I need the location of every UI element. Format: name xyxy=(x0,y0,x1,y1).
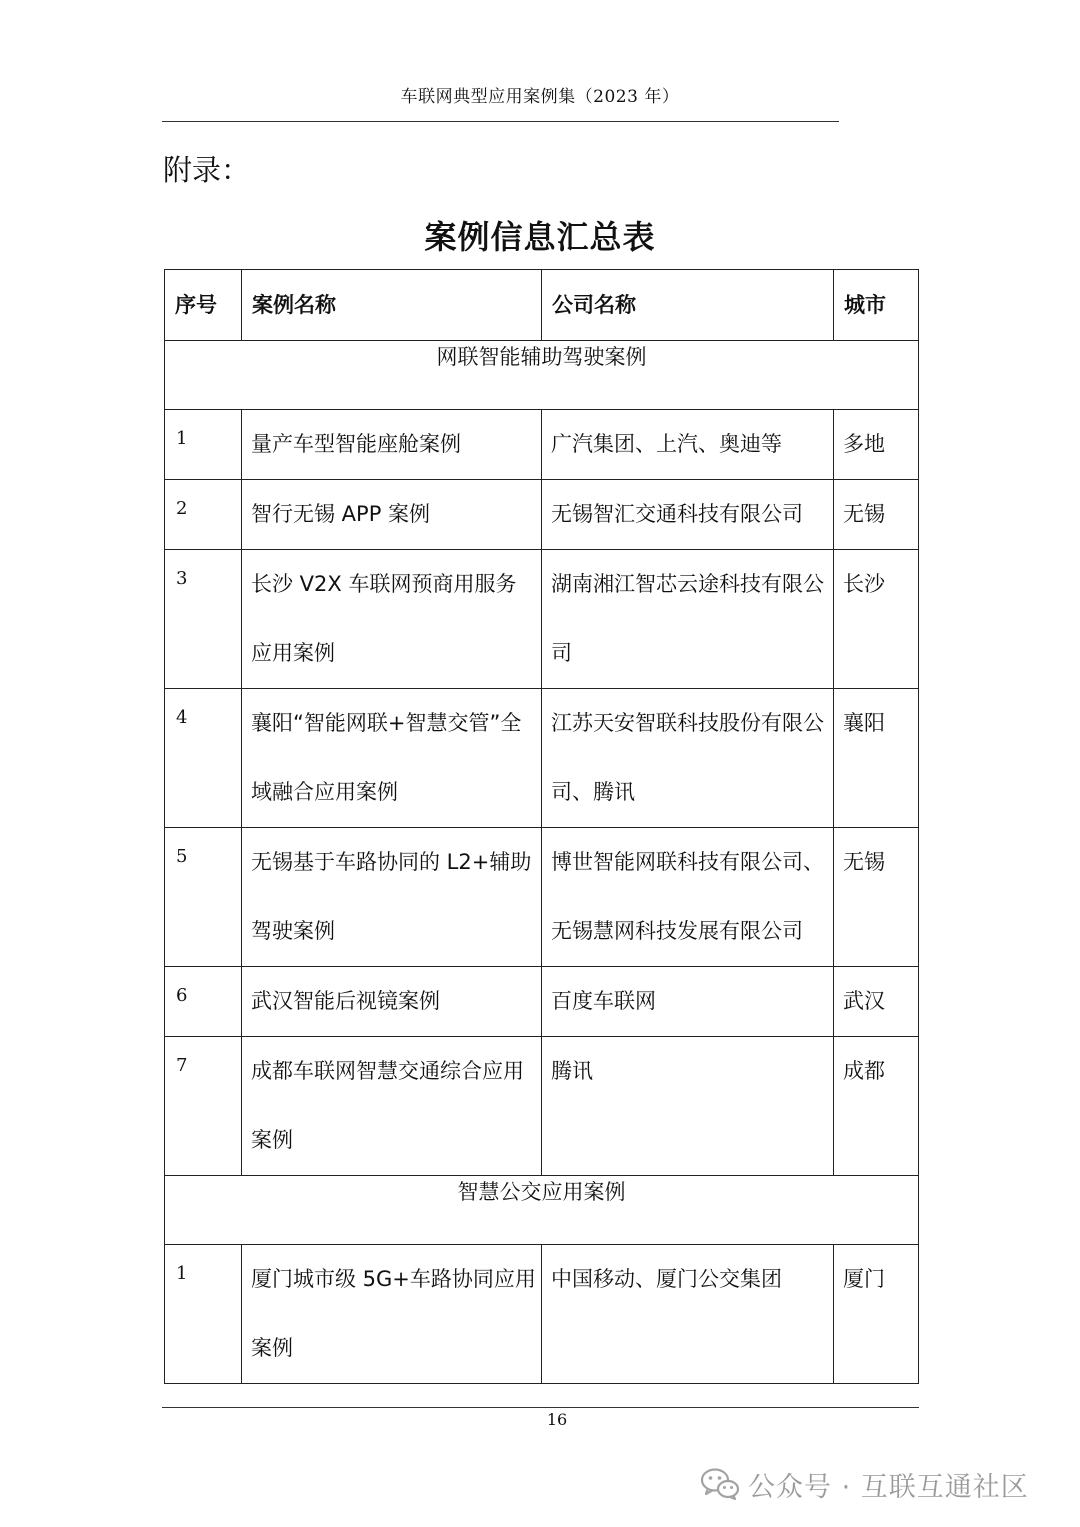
column-header-city: 城市 xyxy=(834,270,919,341)
row-index: 6 xyxy=(165,967,242,1037)
row-company: 无锡智汇交通科技有限公司 xyxy=(542,480,834,550)
header-divider xyxy=(162,121,839,122)
row-company: 博世智能网联科技有限公司、无锡慧网科技发展有限公司 xyxy=(542,828,834,967)
document-header-title: 车联网典型应用案例集（2023 年） xyxy=(400,87,680,107)
table-row xyxy=(165,967,919,1037)
table-row xyxy=(165,1245,919,1384)
row-city: 厦门 xyxy=(834,1245,919,1384)
row-index: 7 xyxy=(165,1037,242,1176)
table-row xyxy=(165,1037,919,1176)
row-case-name: 厦门城市级 5G+车路协同应用案例 xyxy=(242,1245,542,1384)
row-case-name: 成都车联网智慧交通综合应用案例 xyxy=(242,1037,542,1176)
row-case-name: 长沙 V2X 车联网预商用服务应用案例 xyxy=(242,550,542,689)
table-row xyxy=(165,828,919,967)
table-row xyxy=(165,410,919,480)
row-city: 无锡 xyxy=(834,828,919,967)
row-city: 多地 xyxy=(834,410,919,480)
wechat-watermark xyxy=(700,1462,1029,1506)
column-header-index: 序号 xyxy=(165,270,242,341)
row-index: 5 xyxy=(165,828,242,967)
row-city: 无锡 xyxy=(834,480,919,550)
column-header-company: 公司名称 xyxy=(542,270,834,341)
footer-divider xyxy=(162,1407,919,1408)
appendix-label: 附录： xyxy=(163,153,251,187)
section-row xyxy=(165,1176,919,1245)
row-case-name: 智行无锡 APP 案例 xyxy=(242,480,542,550)
row-company: 中国移动、厦门公交集团 xyxy=(542,1245,834,1384)
column-header-case-name: 案例名称 xyxy=(242,270,542,341)
watermark-text: 公众号 · 互联互通社区 xyxy=(748,1471,1029,1503)
row-company: 腾讯 xyxy=(542,1037,834,1176)
row-case-name: 襄阳“智能网联+智慧交管”全域融合应用案例 xyxy=(242,689,542,828)
row-index: 1 xyxy=(165,1245,242,1384)
table-header-row xyxy=(165,270,919,341)
section-title: 智慧公交应用案例 xyxy=(165,1176,919,1245)
section-row xyxy=(165,341,919,410)
row-index: 4 xyxy=(165,689,242,828)
row-city: 长沙 xyxy=(834,550,919,689)
case-summary-table xyxy=(164,269,919,1384)
row-index: 1 xyxy=(165,410,242,480)
row-city: 襄阳 xyxy=(834,689,919,828)
row-city: 武汉 xyxy=(834,967,919,1037)
table-title: 案例信息汇总表 xyxy=(424,218,656,256)
row-case-name: 武汉智能后视镜案例 xyxy=(242,967,542,1037)
row-case-name: 量产车型智能座舱案例 xyxy=(242,410,542,480)
table-row xyxy=(165,550,919,689)
row-company: 百度车联网 xyxy=(542,967,834,1037)
section-title: 网联智能辅助驾驶案例 xyxy=(165,341,919,410)
row-company: 江苏天安智联科技股份有限公司、腾讯 xyxy=(542,689,834,828)
wechat-icon xyxy=(700,1467,740,1501)
row-index: 2 xyxy=(165,480,242,550)
row-case-name: 无锡基于车路协同的 L2+辅助驾驶案例 xyxy=(242,828,542,967)
row-company: 湖南湘江智芯云途科技有限公司 xyxy=(542,550,834,689)
row-index: 3 xyxy=(165,550,242,689)
row-city: 成都 xyxy=(834,1037,919,1176)
table-row xyxy=(165,480,919,550)
page-number: 16 xyxy=(546,1410,568,1429)
row-company: 广汽集团、上汽、奥迪等 xyxy=(542,410,834,480)
table-row xyxy=(165,689,919,828)
